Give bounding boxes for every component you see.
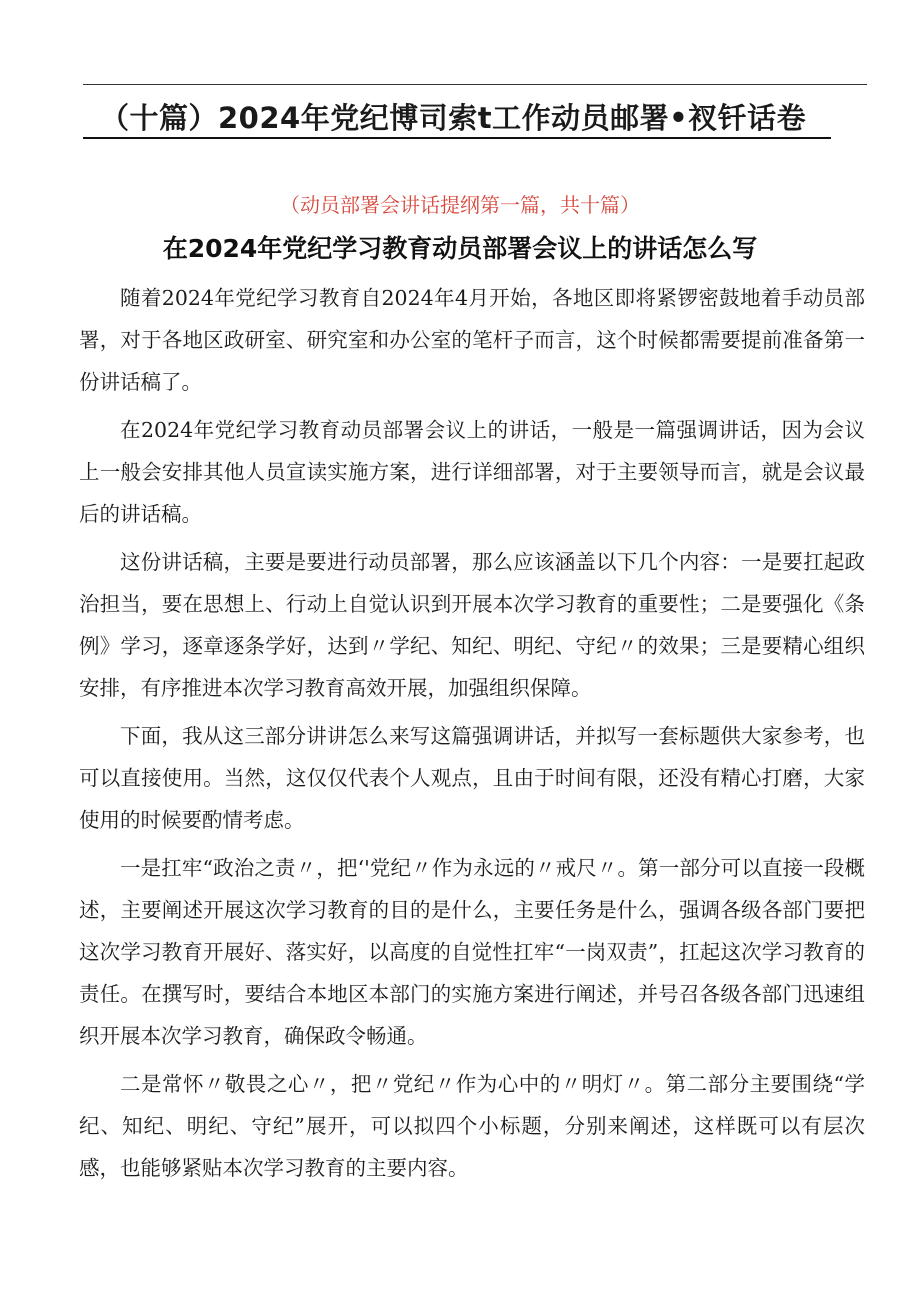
title-underline: [83, 137, 831, 139]
paragraph: 随着2024年党纪学习教育自2024年4月开始，各地区即将紧锣密鼓地着手动员部署，对于各地区政研室、研究室和办公室的笔杆子而言，这个时候都需要提前准备第一份讲话稿了。: [79, 286, 865, 394]
paragraph: 这份讲话稿，主要是要进行动员部署，那么应该涵盖以下几个内容：一是要扛起政治担当，要在思想上、行动上自觉认识到开展本次学习教育的重要性；二是要强化《条例》学习，逐章逐条学好，达到〃学纪、知纪、明纪、守纪〃的效果；三是要精心组织安排，有序推进本次学习教育高效开展，加强组织保障。: [79, 550, 865, 700]
paragraph: 下面，我从这三部分讲讲怎么来写这篇强调讲话，并拟写一套标题供大家参考，也可以直接使用。当然，这仅仅代表个人观点，且由于时间有限，还没有精心打磨，大家使用的时候要酌情考虑。: [79, 724, 865, 832]
paragraph: 二是常怀〃敬畏之心〃，把〃党纪〃作为心中的〃明灯〃。第二部分主要围绕“学纪、知纪、明纪、守纪”展开，可以拟四个小标题，分别来阐述，这样既可以有层次感，也能够紧贴本次学习教育的主要内容。: [79, 1072, 865, 1180]
paragraph: 在2024年党纪学习教育动员部署会议上的讲话，一般是一篇强调讲话，因为会议上一般会安排其他人员宣读实施方案，进行详细部署，对于主要领导而言，就是会议最后的讲话稿。: [79, 418, 865, 526]
document-title: （十篇）2024年党纪博司索t工作动员邮署•衩钎话卷: [100, 101, 807, 135]
paragraph: 一是扛牢“政治之责〃，把‘'党纪〃作为永远的〃戒尺〃。第一部分可以直接一段概述，主要阐述开展这次学习教育的目的是什么，主要任务是什么，强调各级各部门要把这次学习教育开展好、落实好，以高度的自觉性扛牢“一岗双责”，扛起这次学习教育的责任。在撰写时，要结合本地区本部门的实施方案进行阐述，并号召各级各部门迅速组织开展本次学习教育，确保政令畅通。: [79, 856, 865, 1048]
section-subtitle: （动员部署会讲话提纲第一篇，共十篇）: [280, 193, 640, 217]
speech-title: 在2024年党纪学习教育动员部署会议上的讲话怎么写: [162, 234, 758, 263]
header-rule: [83, 84, 867, 85]
document-body: [79, 277, 865, 1195]
